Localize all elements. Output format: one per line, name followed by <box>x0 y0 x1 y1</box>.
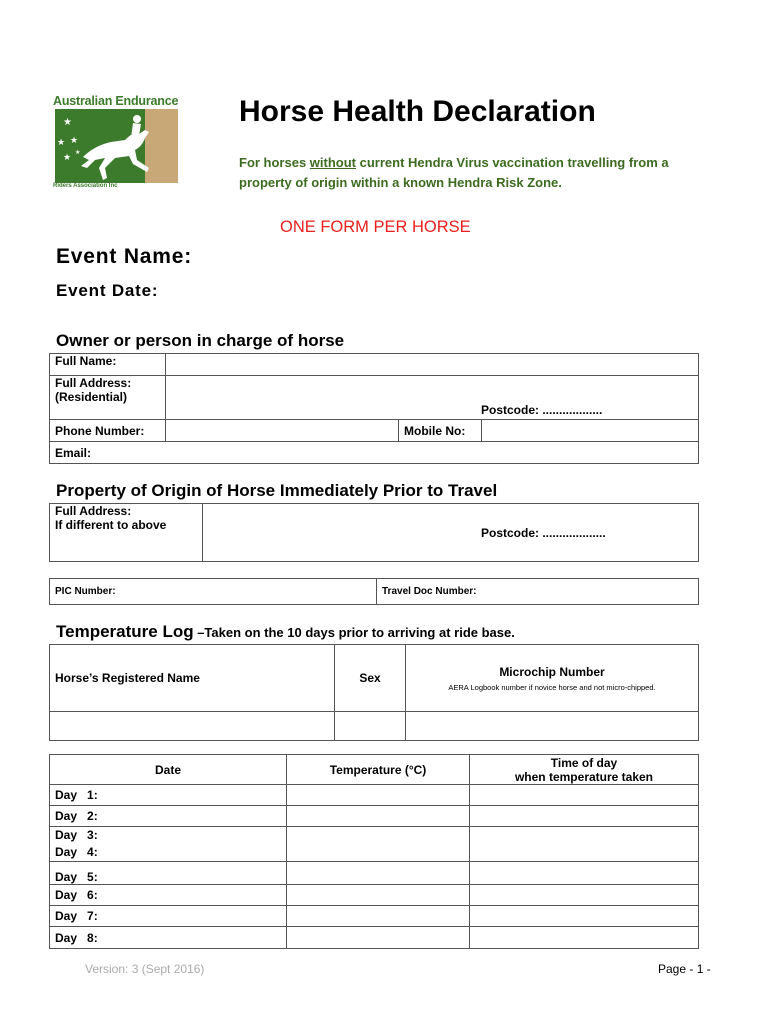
origin-address-field[interactable] <box>203 504 699 562</box>
svg-text:★: ★ <box>75 149 81 156</box>
full-address-label: Full Address: <box>55 376 132 390</box>
full-name-label: Full Name: <box>50 354 166 376</box>
page-number: Page - 1 - <box>658 962 711 976</box>
logo <box>53 94 180 192</box>
subtitle-pre: For horses <box>239 155 310 170</box>
temperature-heading <box>56 622 515 642</box>
svg-text:★: ★ <box>63 153 72 163</box>
event-date-label: Event Date: <box>56 281 159 300</box>
logo-subtitle: Riders Association Inc <box>53 183 118 189</box>
one-form-notice: ONE FORM PER HORSE <box>280 218 471 236</box>
mobile-label: Mobile No: <box>399 420 482 442</box>
time-column-header-line2: when temperature taken <box>514 769 654 784</box>
subtitle-underlined: without <box>309 155 357 170</box>
mobile-field[interactable] <box>482 420 699 442</box>
event-name-label: Event Name: <box>56 245 193 268</box>
pic-number-label: PIC Number: <box>55 586 116 597</box>
microchip-label: Microchip Number <box>499 664 605 679</box>
svg-text:★: ★ <box>57 138 66 148</box>
subtitle-post: current Hendra Virus vaccination travelling from a property of origin within a known Hendra Risk Zone. <box>239 155 669 190</box>
microchip-note: AERA Logbook number if novice horse and not micro-chipped. <box>448 682 656 692</box>
horse-table <box>49 644 699 741</box>
day-label-pair <box>50 827 287 862</box>
time-field[interactable] <box>470 885 699 906</box>
temperature-field[interactable] <box>287 806 470 827</box>
temperature-column-header: Temperature (°C) <box>287 755 470 785</box>
day-label: Day 4: <box>55 845 98 859</box>
horse-name-label: Horse’s Registered Name <box>50 645 335 712</box>
owner-heading: Owner or person in charge of horse <box>56 331 345 350</box>
temperature-heading-title: Temperature Log <box>56 622 194 641</box>
full-address-field[interactable] <box>166 376 699 420</box>
if-different-label: If different to above <box>55 518 167 532</box>
origin-table <box>49 503 699 562</box>
time-field[interactable] <box>470 862 699 885</box>
full-address-cell <box>50 376 166 420</box>
temperature-field[interactable] <box>287 885 470 906</box>
time-column-header <box>470 755 699 785</box>
sex-label: Sex <box>335 645 406 712</box>
day-label: Day 3: <box>55 828 98 842</box>
day-label: Day 5: <box>50 862 287 885</box>
version-footer: Version: 3 (Sept 2016) <box>85 962 205 976</box>
phone-label: Phone Number: <box>50 420 166 442</box>
time-column-header-line1: Time of day <box>550 755 618 770</box>
origin-address-cell <box>50 504 203 562</box>
page-title: Horse Health Declaration <box>239 95 596 128</box>
time-field[interactable] <box>470 827 699 862</box>
time-field[interactable] <box>470 906 699 927</box>
date-column-header: Date <box>50 755 287 785</box>
temperature-heading-note: –Taken on the 10 days prior to arriving at ride base. <box>193 625 515 640</box>
horse-name-field[interactable] <box>50 712 335 741</box>
page-subtitle <box>239 153 709 193</box>
origin-heading: Property of Origin of Horse Immediately Prior to Travel <box>56 481 498 500</box>
svg-text:★: ★ <box>63 117 72 128</box>
origin-postcode-label: Postcode: ................... <box>481 525 606 540</box>
logo-graphic <box>53 94 180 192</box>
day-label: Day 7: <box>50 906 287 927</box>
temperature-field[interactable] <box>287 785 470 806</box>
logo-title: Australian Endurance <box>53 94 179 108</box>
origin-full-address-label: Full Address: <box>55 504 132 518</box>
svg-text:★: ★ <box>70 136 79 146</box>
time-field[interactable] <box>470 927 699 949</box>
day-label: Day 6: <box>50 885 287 906</box>
microchip-field[interactable] <box>406 712 699 741</box>
time-field[interactable] <box>470 806 699 827</box>
temperature-field[interactable] <box>287 827 470 862</box>
email-label: Email: <box>55 445 92 460</box>
travel-doc-label: Travel Doc Number: <box>382 586 477 597</box>
email-field[interactable] <box>50 442 699 464</box>
full-name-field[interactable] <box>166 354 699 376</box>
owner-postcode-label: Postcode: .................. <box>481 403 603 417</box>
pic-number-field[interactable] <box>50 579 377 605</box>
temperature-log-table <box>49 754 699 949</box>
temperature-field[interactable] <box>287 906 470 927</box>
day-label: Day 8: <box>50 927 287 949</box>
owner-table <box>49 353 699 464</box>
phone-field[interactable] <box>166 420 399 442</box>
sex-field[interactable] <box>335 712 406 741</box>
residential-label: (Residential) <box>55 390 128 404</box>
microchip-cell <box>406 645 699 712</box>
day-label: Day 2: <box>50 806 287 827</box>
time-field[interactable] <box>470 785 699 806</box>
pic-table <box>49 578 699 605</box>
day-label: Day 1: <box>50 785 287 806</box>
temperature-field[interactable] <box>287 927 470 949</box>
temperature-field[interactable] <box>287 862 470 885</box>
travel-doc-field[interactable] <box>377 579 699 605</box>
